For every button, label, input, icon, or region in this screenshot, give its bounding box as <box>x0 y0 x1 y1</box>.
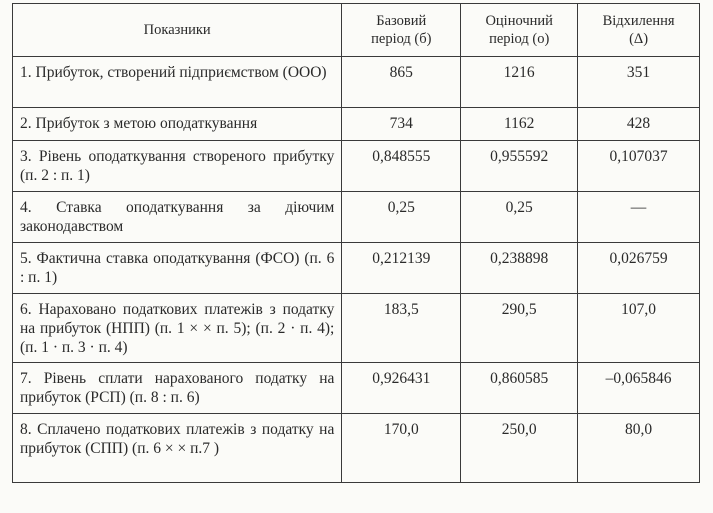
table-row <box>13 243 700 294</box>
table-row <box>13 294 700 363</box>
base-value: 170,0 <box>342 414 461 483</box>
estimated-value: 0,25 <box>461 192 578 243</box>
table-row <box>13 414 700 483</box>
deviation-value: 0,026759 <box>578 243 700 294</box>
deviation-value: –0,065846 <box>578 363 700 414</box>
row-label: 1. Прибуток, створений підприємством (ООО) <box>13 57 342 108</box>
row-label: 5. Фактична ставка оподаткування (ФСО) (п. 6 : п. 1) <box>13 243 342 294</box>
deviation-value: — <box>578 192 700 243</box>
row-label: 2. Прибуток з метою оподаткування <box>13 108 342 141</box>
row-label: 3. Рівень оподаткування створеного прибутку (п. 2 : п. 1) <box>13 141 342 192</box>
deviation-value: 351 <box>578 57 700 108</box>
table-row <box>13 192 700 243</box>
row-label: 6. Нараховано податкових платежів з податку на прибуток (НПП) (п. 1 × × п. 5); (п. 2 · п. 4); (п. 1 · п. 3 · п. 4) <box>13 294 342 363</box>
row-label: 4. Ставка оподаткування за діючим законодавством <box>13 192 342 243</box>
base-value: 0,926431 <box>342 363 461 414</box>
estimated-value: 290,5 <box>461 294 578 363</box>
base-value: 865 <box>342 57 461 108</box>
table-row <box>13 57 700 108</box>
header-base-period: Базовий період (б) <box>342 4 461 57</box>
table-row <box>13 141 700 192</box>
estimated-value: 250,0 <box>461 414 578 483</box>
indicators-table <box>12 3 700 483</box>
estimated-value: 1162 <box>461 108 578 141</box>
estimated-value: 0,860585 <box>461 363 578 414</box>
deviation-value: 80,0 <box>578 414 700 483</box>
header-deviation: Відхилення (Δ) <box>578 4 700 57</box>
header-indicators: Показники <box>13 4 342 57</box>
table-header-row <box>13 4 700 57</box>
header-estimated-period: Оціночний період (о) <box>461 4 578 57</box>
base-value: 0,848555 <box>342 141 461 192</box>
deviation-value: 107,0 <box>578 294 700 363</box>
table-row <box>13 108 700 141</box>
row-label: 8. Сплачено податкових платежів з податку на прибуток (СПП) (п. 6 × × п.7 ) <box>13 414 342 483</box>
row-label: 7. Рівень сплати нарахованого податку на прибуток (РСП) (п. 8 : п. 6) <box>13 363 342 414</box>
estimated-value: 0,238898 <box>461 243 578 294</box>
base-value: 183,5 <box>342 294 461 363</box>
estimated-value: 0,955592 <box>461 141 578 192</box>
base-value: 0,212139 <box>342 243 461 294</box>
base-value: 734 <box>342 108 461 141</box>
deviation-value: 428 <box>578 108 700 141</box>
table-row <box>13 363 700 414</box>
deviation-value: 0,107037 <box>578 141 700 192</box>
base-value: 0,25 <box>342 192 461 243</box>
estimated-value: 1216 <box>461 57 578 108</box>
